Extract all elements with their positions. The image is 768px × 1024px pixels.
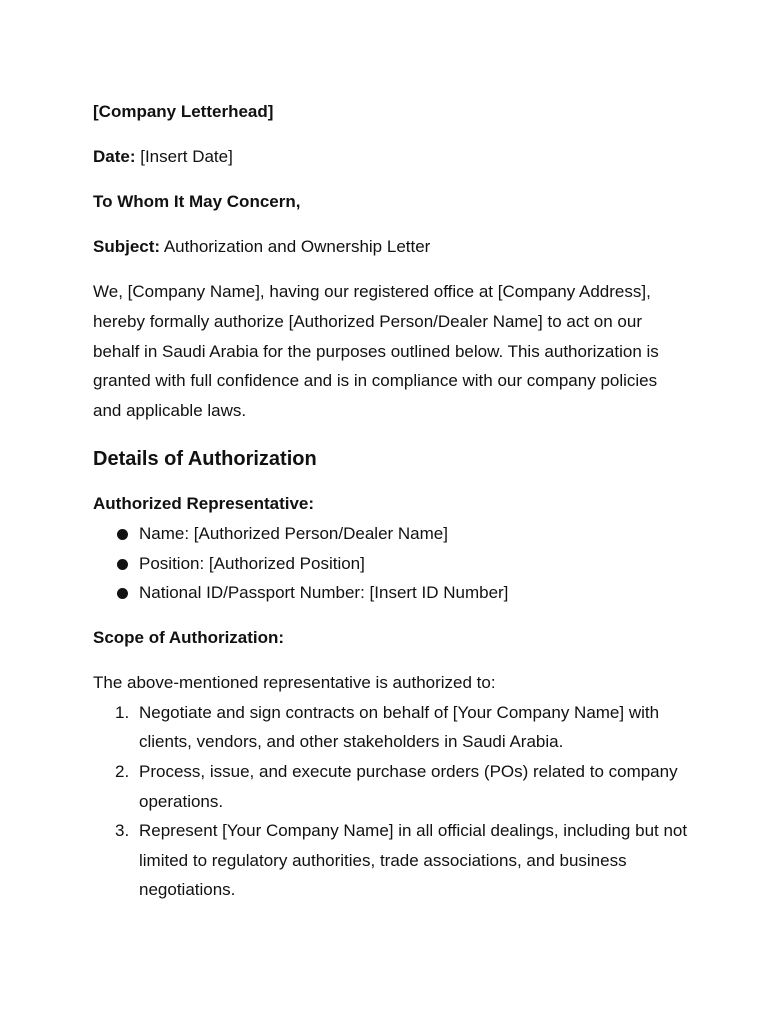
list-item-text: Negotiate and sign contracts on behalf of [Your Company Name] with clients, vendors, and other stakeholders in Saudi Arabia. [139, 702, 660, 752]
salutation: To Whom It May Concern, [93, 192, 301, 211]
bullet-icon [117, 529, 128, 540]
intro-paragraph: We, [Company Name], having our registered office at [Company Address], hereby formally authorize [Authorized Person/Dealer Name] to act on our behalf in Saudi Arabia for the purposes outlined below. This authorization is granted with full confidence and is in compliance with our company policies and applicable laws. [93, 282, 659, 421]
list-number: 2. [115, 761, 130, 781]
list-item-text: Position: [Authorized Position] [139, 553, 365, 573]
representative-list [93, 519, 688, 608]
list-item-text: National ID/Passport Number: [Insert ID Number] [139, 583, 509, 603]
bullet-icon [117, 588, 128, 599]
date-value: [Insert Date] [135, 147, 233, 166]
section-title: Details of Authorization [93, 447, 317, 470]
list-item-text: Name: [Authorized Person/Dealer Name] [139, 523, 448, 543]
subject-value: Authorization and Ownership Letter [160, 237, 431, 256]
date-line [93, 142, 688, 172]
list-number: 1. [115, 702, 130, 722]
letterhead: [Company Letterhead] [93, 102, 274, 121]
list-item [93, 698, 688, 757]
scope-intro: The above-mentioned representative is authorized to: [93, 672, 496, 692]
date-label: Date: [93, 147, 136, 166]
scope-list [93, 698, 688, 905]
subject-line [93, 232, 688, 262]
list-item-text: Represent [Your Company Name] in all official dealings, including but not limited to regulatory authorities, trade associations, and business negotiations. [139, 821, 688, 900]
list-item [93, 519, 688, 549]
scope-heading: Scope of Authorization: [93, 627, 285, 647]
list-item [93, 816, 688, 905]
list-item [93, 757, 688, 816]
list-item-text: Process, issue, and execute purchase orders (POs) related to company operations. [139, 761, 678, 811]
list-number: 3. [115, 821, 130, 841]
subject-label: Subject: [93, 237, 161, 256]
list-item [93, 549, 688, 579]
list-item [93, 578, 688, 608]
bullet-icon [117, 559, 128, 570]
representative-heading: Authorized Representative: [93, 493, 315, 513]
